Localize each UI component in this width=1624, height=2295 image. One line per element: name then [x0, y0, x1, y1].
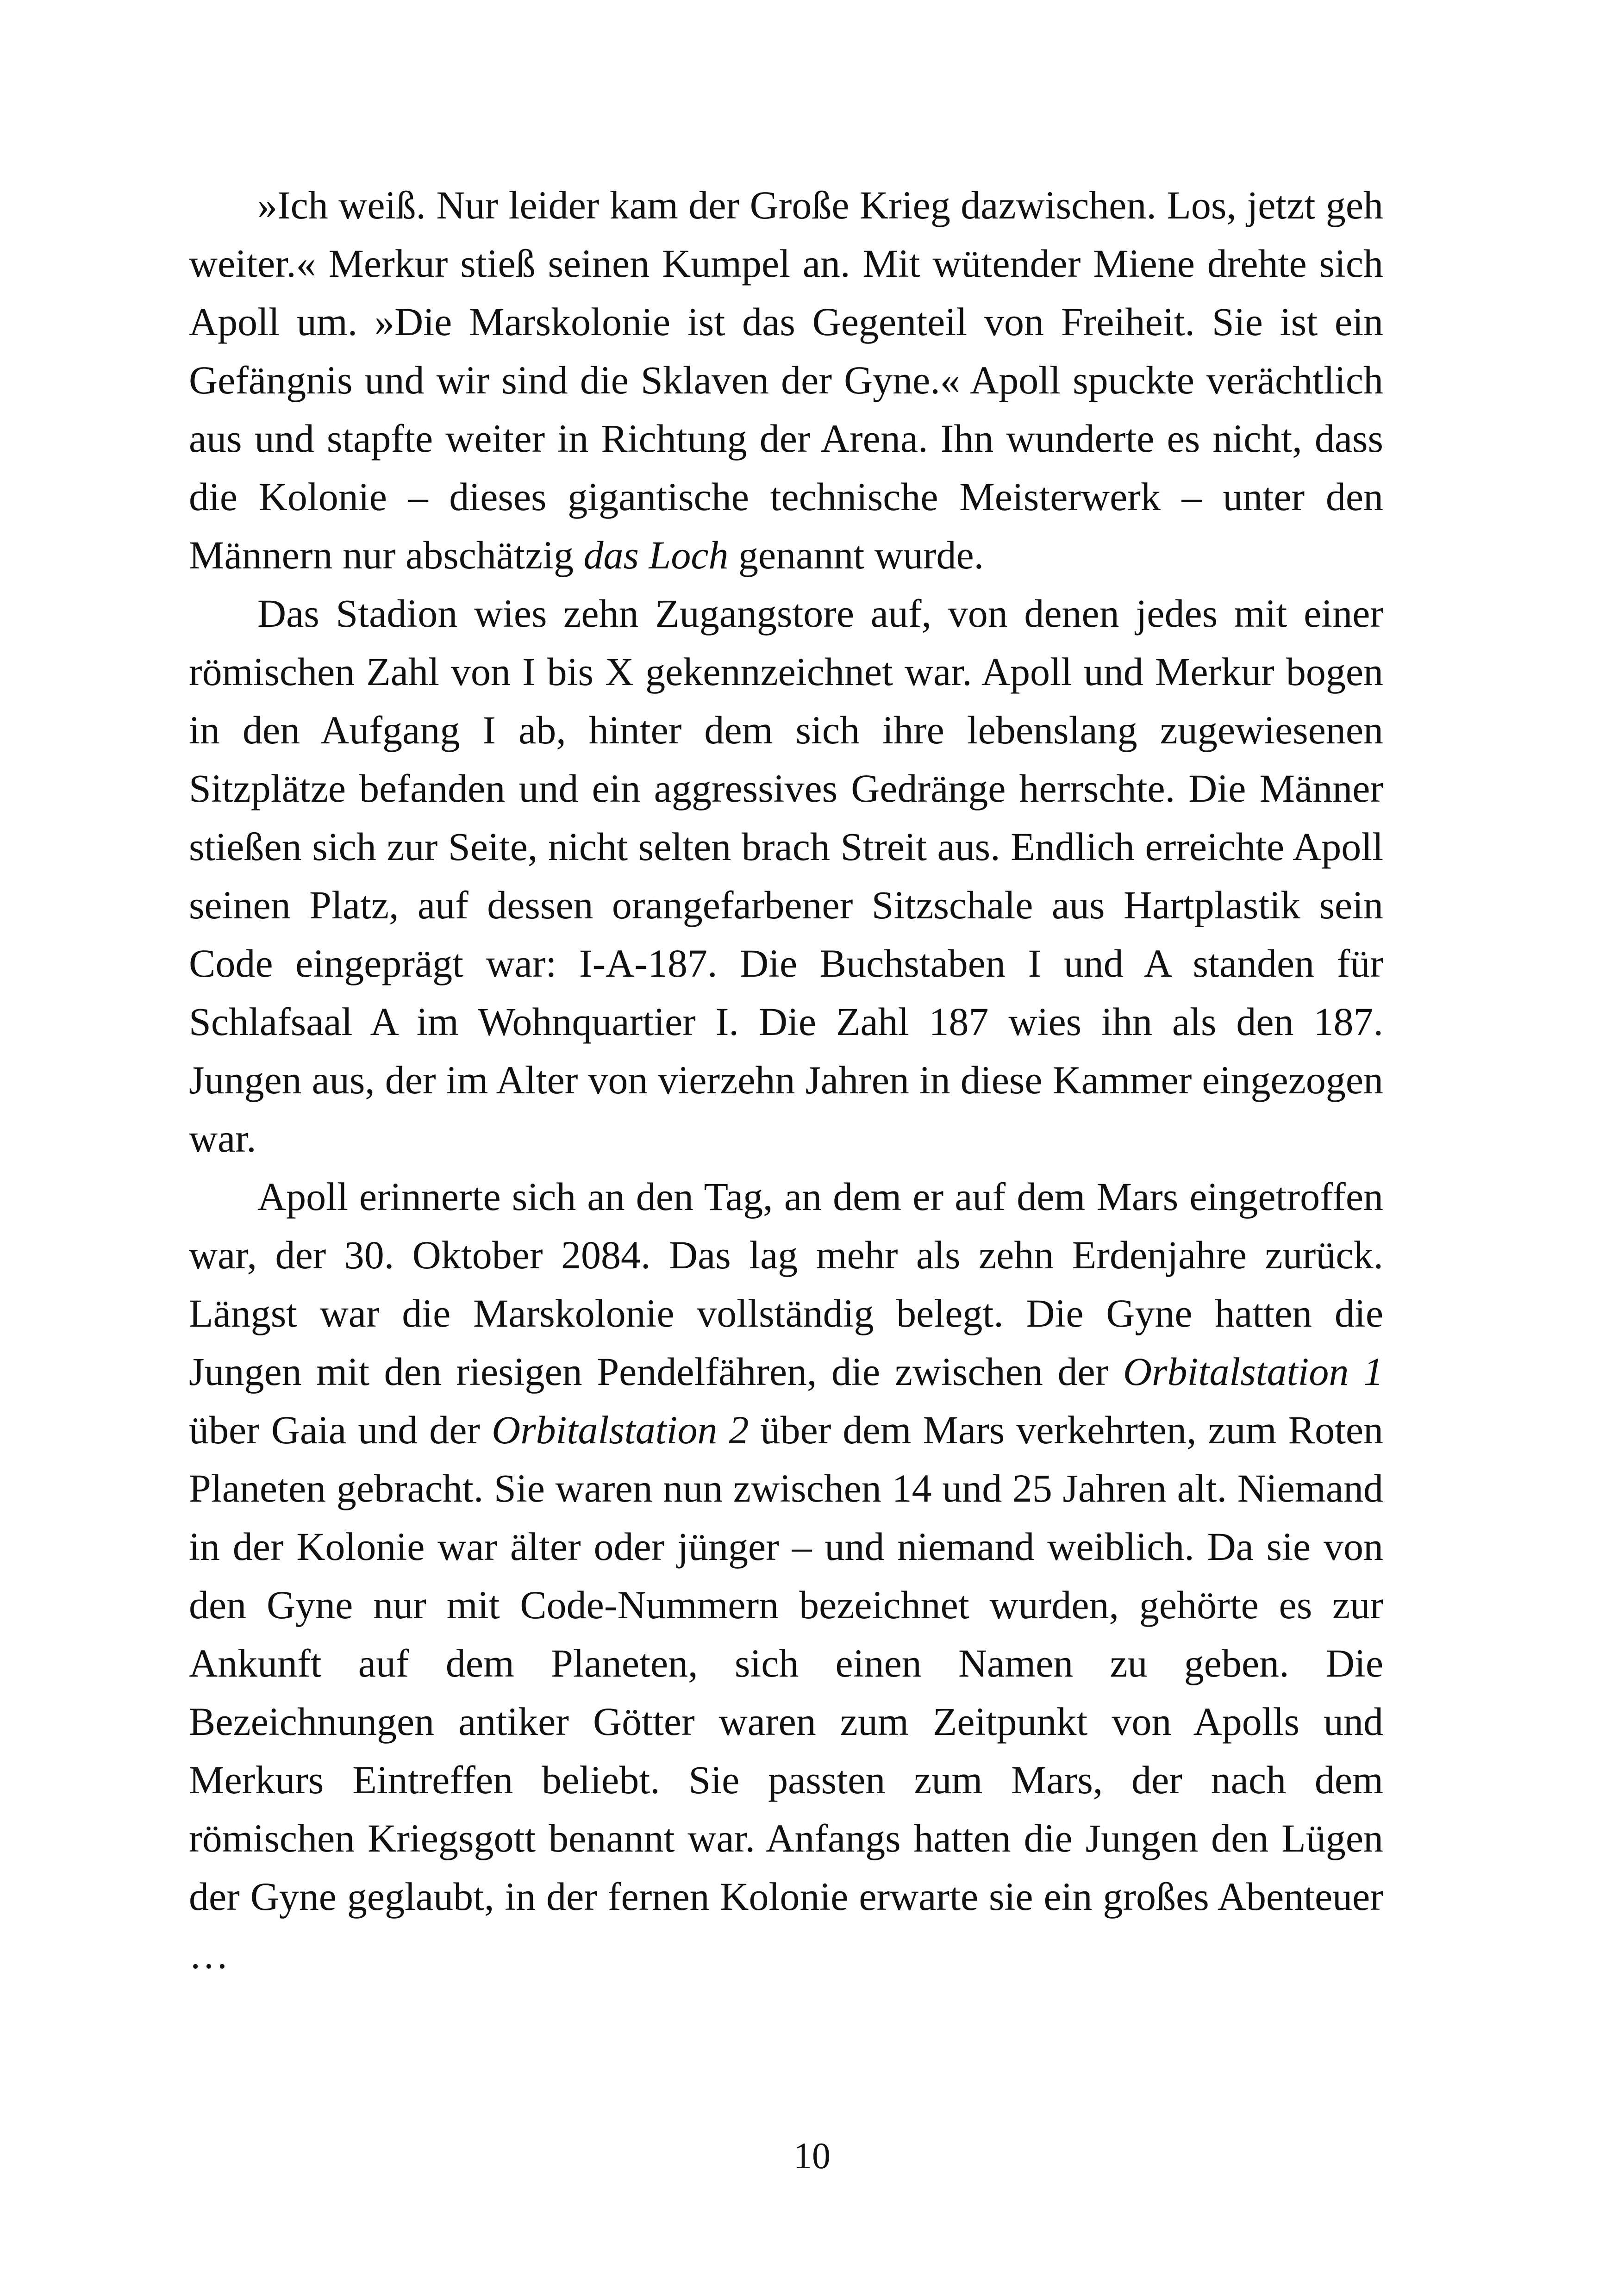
- paragraph-1-text-b: genannt wurde.: [728, 533, 984, 577]
- paragraph-2: [189, 584, 1383, 1167]
- paragraph-3-text-b: über Gaia und der: [189, 1408, 492, 1452]
- paragraph-3-text-a: Apoll erinnerte sich an den Tag, an dem er auf dem Mars eingetroffen war, der 30. Oktober 2084. Das lag mehr als zehn Erdenjahre zurück. Längst war die Marskolonie vollständig belegt. Die Gyne hatten die Jungen mit den riesigen Pendelfähren, die zwischen der: [189, 1174, 1383, 1394]
- page-number: 10: [793, 2136, 831, 2177]
- italic-term-orbitalstation-2: Orbitalstation 2: [492, 1408, 749, 1452]
- paragraph-3: [189, 1167, 1383, 1984]
- paragraph-1-text-a: »Ich weiß. Nur leider kam der Große Krieg dazwischen. Los, jetzt geh weiter.« Merkur stieß seinen Kumpel an. Mit wütender Miene drehte sich Apoll um. »Die Marskolonie ist das Gegenteil von Freiheit. Sie ist ein Gefängnis und wir sind die Sklaven der Gyne.« Apoll spuckte verächtlich aus und stapfte weiter in Richtung der Arena. Ihn wunderte es nicht, dass die Kolonie – dieses gigantische technische Meisterwerk – unter den Männern nur abschätzig: [189, 183, 1383, 577]
- italic-term-orbitalstation-1: Orbitalstation 1: [1123, 1349, 1384, 1394]
- body-text: [189, 176, 1383, 1984]
- paragraph-3-text-c: über dem Mars verkehrten, zum Roten Planeten gebracht. Sie waren nun zwischen 14 und 25 Jahren alt. Niemand in der Kolonie war älter oder jünger – und niemand weiblich. Da sie von den Gyne nur mit Code-Nummern bezeichnet wurden, gehörte es zur Ankunft auf dem Planeten, sich einen Namen zu geben. Die Bezeichnungen antiker Götter waren zum Zeitpunkt von Apolls und Merkurs Eintreffen beliebt. Sie passten zum Mars, der nach dem römischen Kriegsgott benannt war. Anfangs hatten die Jungen den Lügen der Gyne geglaubt, in der fernen Kolonie erwarte sie ein großes Abenteuer …: [189, 1408, 1384, 1977]
- paragraph-1: [189, 176, 1383, 584]
- paragraph-2-text: Das Stadion wies zehn Zugangstore auf, von denen jedes mit einer römischen Zahl von I bis X gekennzeichnet war. Apoll und Merkur bogen in den Aufgang I ab, hinter dem sich ihre lebenslang zugewiesenen Sitzplätze befanden und ein aggressives Gedränge herrschte. Die Männer stießen sich zur Seite, nicht selten brach Streit aus. Endlich erreichte Apoll seinen Platz, auf dessen orangefarbener Sitzschale aus Hartplastik sein Code eingeprägt war: I-A-187. Die Buchstaben I und A standen für Schlafsaal A im Wohnquartier I. Die Zahl 187 wies ihn als den 187. Jungen aus, der im Alter von vierzehn Jahren in diese Kammer eingezogen war.: [189, 591, 1383, 1160]
- italic-term-das-loch: das Loch: [583, 533, 729, 577]
